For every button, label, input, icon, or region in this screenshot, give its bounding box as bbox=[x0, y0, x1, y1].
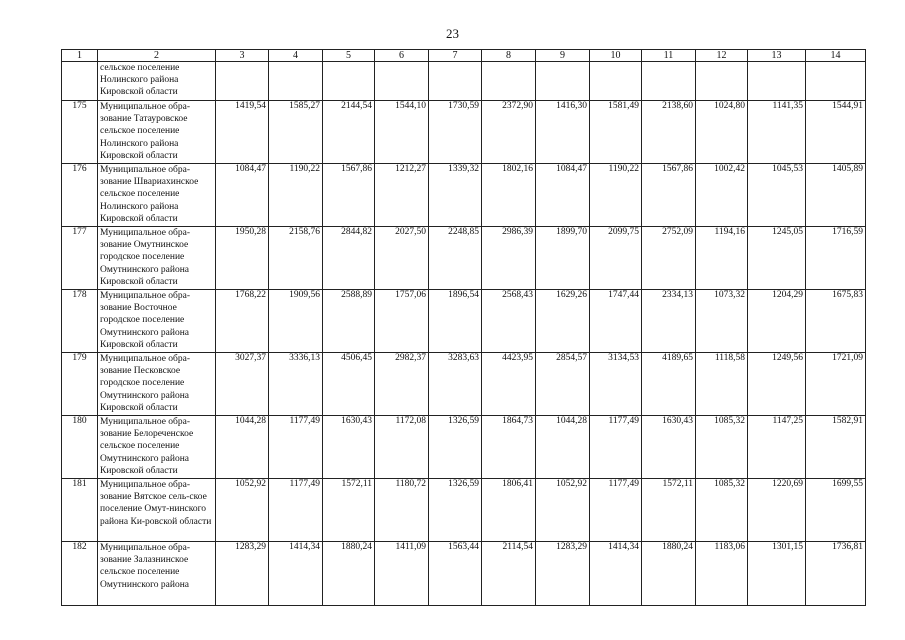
value-cell: 1768,22 bbox=[216, 290, 269, 353]
value-cell: 1283,29 bbox=[536, 542, 590, 606]
column-header: 8 bbox=[482, 50, 536, 62]
row-number: 176 bbox=[62, 164, 98, 227]
value-cell: 1572,11 bbox=[642, 479, 696, 542]
value-cell: 1212,27 bbox=[375, 164, 429, 227]
value-cell: 4189,65 bbox=[642, 353, 696, 416]
table-row bbox=[62, 101, 866, 164]
value-cell: 1416,30 bbox=[536, 101, 590, 164]
value-cell: 1899,70 bbox=[536, 227, 590, 290]
value-cell: 2752,09 bbox=[642, 227, 696, 290]
value-cell: 1326,59 bbox=[429, 479, 482, 542]
value-cell: 1909,56 bbox=[269, 290, 323, 353]
value-cell: 1629,26 bbox=[536, 290, 590, 353]
value-cell: 1747,44 bbox=[590, 290, 642, 353]
value-cell: 1721,09 bbox=[806, 353, 866, 416]
municipality-name: Муниципальное обра-зование Залазнинское сельское поселение Омутнинского района bbox=[98, 542, 216, 606]
table-row bbox=[62, 164, 866, 227]
value-cell: 1177,49 bbox=[269, 479, 323, 542]
value-cell: 1194,16 bbox=[696, 227, 748, 290]
value-cell: 1180,72 bbox=[375, 479, 429, 542]
value-cell: 1045,53 bbox=[748, 164, 806, 227]
value-cell: 1084,47 bbox=[536, 164, 590, 227]
value-cell: 1190,22 bbox=[269, 164, 323, 227]
value-cell: 1024,80 bbox=[696, 101, 748, 164]
value-cell: 1147,25 bbox=[748, 416, 806, 479]
table-row bbox=[62, 542, 866, 606]
value-cell: 1044,28 bbox=[216, 416, 269, 479]
value-cell bbox=[323, 62, 375, 101]
municipality-name: Муниципальное обра-зование Омутнинское городское поселение Омутнинского района Кировской области bbox=[98, 227, 216, 290]
row-number bbox=[62, 62, 98, 101]
value-cell: 1411,09 bbox=[375, 542, 429, 606]
value-cell: 3283,63 bbox=[429, 353, 482, 416]
value-cell: 2982,37 bbox=[375, 353, 429, 416]
value-cell bbox=[642, 62, 696, 101]
value-cell: 3027,37 bbox=[216, 353, 269, 416]
value-cell: 3336,13 bbox=[269, 353, 323, 416]
municipality-name: Муниципальное обра-зование Белореченское сельское поселение Омутнинского района Кировской области bbox=[98, 416, 216, 479]
table-row bbox=[62, 62, 866, 101]
value-cell: 1567,86 bbox=[323, 164, 375, 227]
column-header: 14 bbox=[806, 50, 866, 62]
value-cell: 1339,32 bbox=[429, 164, 482, 227]
value-cell: 1245,05 bbox=[748, 227, 806, 290]
value-cell: 3134,53 bbox=[590, 353, 642, 416]
value-cell: 1730,59 bbox=[429, 101, 482, 164]
value-cell: 1414,34 bbox=[590, 542, 642, 606]
column-header: 10 bbox=[590, 50, 642, 62]
value-cell: 1806,41 bbox=[482, 479, 536, 542]
value-cell: 1699,55 bbox=[806, 479, 866, 542]
value-cell: 1249,56 bbox=[748, 353, 806, 416]
row-number: 180 bbox=[62, 416, 98, 479]
value-cell: 1073,32 bbox=[696, 290, 748, 353]
value-cell: 1630,43 bbox=[642, 416, 696, 479]
data-table bbox=[61, 49, 866, 606]
value-cell: 1405,89 bbox=[806, 164, 866, 227]
municipality-name: сельское поселение Нолинского района Кировской области bbox=[98, 62, 216, 101]
header-row bbox=[62, 50, 866, 62]
column-header: 7 bbox=[429, 50, 482, 62]
value-cell bbox=[536, 62, 590, 101]
row-number: 181 bbox=[62, 479, 98, 542]
value-cell: 1052,92 bbox=[216, 479, 269, 542]
value-cell: 4506,45 bbox=[323, 353, 375, 416]
value-cell: 2144,54 bbox=[323, 101, 375, 164]
table-row bbox=[62, 479, 866, 542]
value-cell: 1326,59 bbox=[429, 416, 482, 479]
value-cell: 1177,49 bbox=[590, 479, 642, 542]
value-cell: 1177,49 bbox=[269, 416, 323, 479]
value-cell: 1085,32 bbox=[696, 479, 748, 542]
column-header: 11 bbox=[642, 50, 696, 62]
municipality-name: Муниципальное обра-зование Восточное городское поселение Омутнинского района Кировской области bbox=[98, 290, 216, 353]
table-row bbox=[62, 416, 866, 479]
page-number: 23 bbox=[446, 26, 459, 41]
value-cell: 2844,82 bbox=[323, 227, 375, 290]
value-cell bbox=[216, 62, 269, 101]
column-header: 13 bbox=[748, 50, 806, 62]
value-cell: 1716,59 bbox=[806, 227, 866, 290]
value-cell: 1419,54 bbox=[216, 101, 269, 164]
value-cell: 1736,81 bbox=[806, 542, 866, 606]
value-cell: 2568,43 bbox=[482, 290, 536, 353]
value-cell bbox=[375, 62, 429, 101]
column-header: 12 bbox=[696, 50, 748, 62]
row-number: 179 bbox=[62, 353, 98, 416]
municipality-name: Муниципальное обра-зование Песковское городское поселение Омутнинского района Кировской области bbox=[98, 353, 216, 416]
value-cell: 2114,54 bbox=[482, 542, 536, 606]
value-cell: 1301,15 bbox=[748, 542, 806, 606]
municipality-name: Муниципальное обра-зование Вятское сель-ское поселение Омут-нинского района Ки-ровской области bbox=[98, 479, 216, 542]
value-cell: 1567,86 bbox=[642, 164, 696, 227]
column-header: 3 bbox=[216, 50, 269, 62]
value-cell: 1172,08 bbox=[375, 416, 429, 479]
value-cell: 1880,24 bbox=[642, 542, 696, 606]
table-row bbox=[62, 227, 866, 290]
value-cell: 2099,75 bbox=[590, 227, 642, 290]
column-header: 6 bbox=[375, 50, 429, 62]
value-cell: 1950,28 bbox=[216, 227, 269, 290]
value-cell: 1802,16 bbox=[482, 164, 536, 227]
value-cell: 1084,47 bbox=[216, 164, 269, 227]
value-cell: 1183,06 bbox=[696, 542, 748, 606]
value-cell bbox=[269, 62, 323, 101]
value-cell: 2138,60 bbox=[642, 101, 696, 164]
row-number: 182 bbox=[62, 542, 98, 606]
value-cell: 1896,54 bbox=[429, 290, 482, 353]
value-cell: 1757,06 bbox=[375, 290, 429, 353]
value-cell: 2027,50 bbox=[375, 227, 429, 290]
value-cell bbox=[696, 62, 748, 101]
value-cell: 2854,57 bbox=[536, 353, 590, 416]
value-cell: 1880,24 bbox=[323, 542, 375, 606]
table-row bbox=[62, 353, 866, 416]
municipality-name: Муниципальное обра-зование Татауровское сельское поселение Нолинского района Кировской области bbox=[98, 101, 216, 164]
column-header: 1 bbox=[62, 50, 98, 62]
value-cell: 1044,28 bbox=[536, 416, 590, 479]
value-cell: 1052,92 bbox=[536, 479, 590, 542]
value-cell: 1220,69 bbox=[748, 479, 806, 542]
value-cell: 4423,95 bbox=[482, 353, 536, 416]
value-cell bbox=[806, 62, 866, 101]
value-cell: 1581,49 bbox=[590, 101, 642, 164]
value-cell: 1563,44 bbox=[429, 542, 482, 606]
value-cell bbox=[429, 62, 482, 101]
value-cell: 1190,22 bbox=[590, 164, 642, 227]
value-cell: 1414,34 bbox=[269, 542, 323, 606]
value-cell: 2158,76 bbox=[269, 227, 323, 290]
value-cell: 1283,29 bbox=[216, 542, 269, 606]
value-cell: 1177,49 bbox=[590, 416, 642, 479]
value-cell: 2588,89 bbox=[323, 290, 375, 353]
column-header: 5 bbox=[323, 50, 375, 62]
value-cell: 1675,83 bbox=[806, 290, 866, 353]
value-cell: 1002,42 bbox=[696, 164, 748, 227]
value-cell: 2248,85 bbox=[429, 227, 482, 290]
row-number: 175 bbox=[62, 101, 98, 164]
table-body bbox=[62, 62, 866, 606]
value-cell: 1864,73 bbox=[482, 416, 536, 479]
value-cell bbox=[482, 62, 536, 101]
row-number: 178 bbox=[62, 290, 98, 353]
column-header: 4 bbox=[269, 50, 323, 62]
value-cell: 1544,91 bbox=[806, 101, 866, 164]
value-cell: 1141,35 bbox=[748, 101, 806, 164]
value-cell: 1585,27 bbox=[269, 101, 323, 164]
municipality-name: Муниципальное обра-зование Швариахинское сельское поселение Нолинского района Кировской области bbox=[98, 164, 216, 227]
value-cell: 1544,10 bbox=[375, 101, 429, 164]
column-header: 2 bbox=[98, 50, 216, 62]
value-cell: 1572,11 bbox=[323, 479, 375, 542]
value-cell bbox=[590, 62, 642, 101]
row-number: 177 bbox=[62, 227, 98, 290]
value-cell: 1118,58 bbox=[696, 353, 748, 416]
value-cell: 1085,32 bbox=[696, 416, 748, 479]
value-cell: 1582,91 bbox=[806, 416, 866, 479]
value-cell: 1630,43 bbox=[323, 416, 375, 479]
table-row bbox=[62, 290, 866, 353]
value-cell: 2334,13 bbox=[642, 290, 696, 353]
value-cell: 2986,39 bbox=[482, 227, 536, 290]
value-cell: 1204,29 bbox=[748, 290, 806, 353]
column-header: 9 bbox=[536, 50, 590, 62]
value-cell: 2372,90 bbox=[482, 101, 536, 164]
value-cell bbox=[748, 62, 806, 101]
